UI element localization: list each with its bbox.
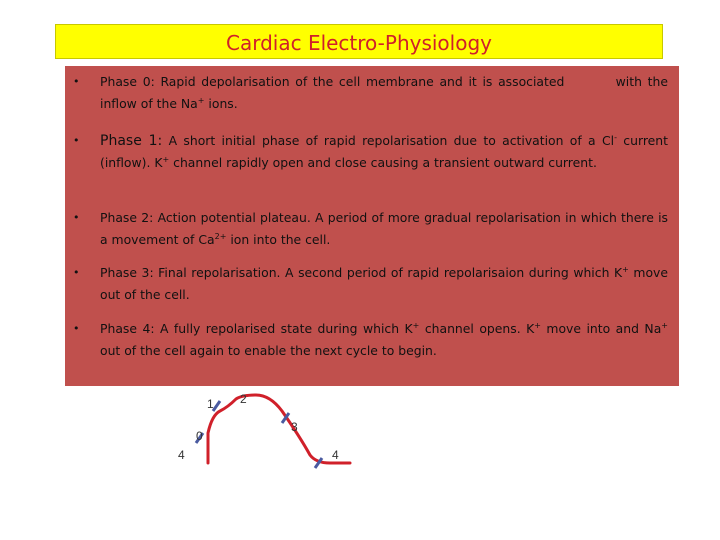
page-title: Cardiac Electro-Physiology [225, 30, 492, 55]
bullet-marker: • [73, 322, 80, 335]
phase-label-4-start: 4 [178, 448, 185, 462]
phase-label-0: 0 [196, 429, 203, 443]
action-potential-curve [208, 395, 350, 463]
phase-label-3: 3 [291, 420, 298, 434]
bullet-marker: • [73, 266, 80, 279]
phase-label-2: 2 [240, 392, 247, 406]
phase-marker-tick [213, 401, 220, 411]
bullet-text: Phase 3: Final repolarisation. A second period of rapid repolarisaion during which K+ move out of the cell. [100, 264, 668, 302]
bullet-marker: • [73, 211, 80, 224]
bullet-marker: • [73, 75, 80, 88]
bullet-marker: • [73, 134, 80, 147]
bullet-text: Phase 2: Action potential plateau. A period of more gradual repolarisation in which there is a movement of $Ca^{2+}$ ion into the cell. [100, 210, 668, 247]
bullet-text: Phase 0: Rapid depolarisation of the cell membrane and it is associated with the inflow of the Na+ ions. [100, 74, 668, 111]
content-panel [65, 66, 679, 386]
action-potential-diagram [160, 385, 400, 475]
phase-label-4-end: 4 [332, 448, 339, 462]
phase-label-1: 1 [207, 397, 214, 411]
bullet-text: Phase 4: A fully repolarised state during which K+ channel opens. K+ move into and Na+ out of the cell again to enable the next cycle to begin. [100, 320, 668, 358]
title-banner [55, 24, 663, 59]
bullet-text: Phase 1: A short initial phase of rapid repolarisation due to activation of a Cl- current (inflow). K+ channel rapidly open and close causing a transient outward current. [100, 132, 668, 170]
